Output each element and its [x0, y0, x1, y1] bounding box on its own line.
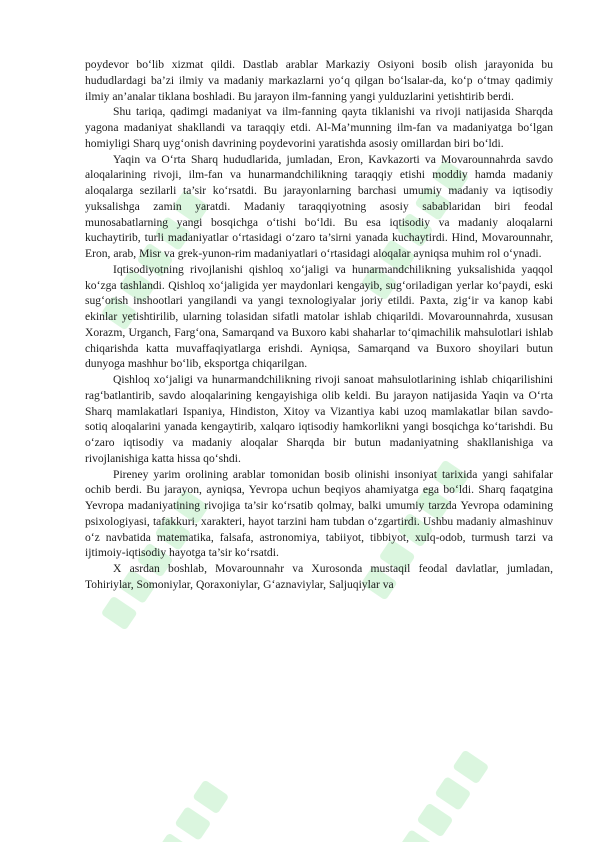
document-body — [85, 57, 553, 593]
paragraph: Yaqin va O‘rta Sharq hududlarida, jumladan, Eron, Kavkazorti va Movarounnahrda savdo aloqalarining rivoji, ilm-fan va hunarmandchilikning taraqqiy etishi moddiy hamda madaniy aloqalarga sezilarli ta’sir ko‘rsatdi. Bu jarayonlarning barchasi umumiy madaniy va iqtisodiy yuksalishga zamin yaratdi. Madaniy taraqqiyotning asosiy sabablaridan biri feodal munosabatlarning yangi bosqichga o‘tishi bo‘ldi. Bu esa iqtisodiy va madaniy aloqalarni kuchaytirib, turli madaniyatlar o‘rtasidagi o‘zaro ta’sirni yanada kuchaytirdi. Hind, Movarounnahr, Eron, arab, Misr va grek-yunon-rim madaniyatlari o‘rtasidagi aloqalar ayniqsa muhim rol o‘ynadi. — [85, 152, 553, 260]
watermark-stamp — [350, 710, 520, 842]
paragraph: poydevor bo‘lib xizmat qildi. Dastlab arablar Markaziy Osiyoni bosib olish jarayonida bu hududlardagi ba’zi ilmiy va madaniy markazlarni yo‘q qilgan bo‘lsalar-da, ko‘p o‘tmay qadimiy ilmiy an’analar tiklana boshladi. Bu jarayon ilm-fanning yangi yulduzlarini yetishtirib berdi. — [85, 58, 553, 103]
paragraph: X asrdan boshlab, Movarounnahr va Xurosonda mustaqil feodal davlatlar, jumladan, Tohiriylar, Somoniylar, Qoraxoniylar, G‘aznaviylar, Saljuqiylar va — [85, 562, 553, 591]
paragraph: Iqtisodiyotning rivojlanishi qishloq xo‘jaligi va hunarmandchilikning yuksalishida yaqqol ko‘zga tashlandi. Qishloq xo‘jaligida yer maydonlari kengayib, sug‘oriladigan yerlar ko‘paydi, eski sug‘orish inshootlari yangilandi va yangi texnologiyalar joriy etildi. Paxta, zig‘ir va kanop kabi ekinlar yetishtirilib, ularning tolasidan sifatli matolar ishlab chiqarildi. Movarounnahrda, xususan Xorazm, Urganch, Farg‘ona, Samarqand va Buxoro kabi shaharlar to‘qimachilik mahsulotlari ishlab chiqarishda katta muvaffaqiyatlarga erishdi. Ayniqsa, Samarqand va Buxoro shoyilari butun dunyoga mashhur bo‘lib, eksportga chiqarilgan. — [85, 262, 553, 371]
paragraph: Shu tariqa, qadimgi madaniyat va ilm-fanning qayta tiklanishi va rivoji natijasida Sharqda yagona madaniyat shakllandi va taraqqiy etdi. Al-Ma’munning ilm-fan va madaniyatga bo‘lgan homiyligi Sharq uyg‘onish davrining poydevorini yaratishda asosiy omillardan biri bo‘ldi. — [85, 105, 553, 150]
paragraph: Pireney yarim orolining arablar tomonidan bosib olinishi insoniyat tarixida yangi sahifalar ochib berdi. Bu jarayon, ayniqsa, Yevropa uchun beqiyos ahamiyatga ega bo‘ldi. Sharq faqatgina Yevropa madaniyatining rivojiga ta’sir ko‘rsatib qolmay, balki umumiy tarzda Yevropa odamining psixologiyasi, tafakkuri, xarakteri, hayot tarzini ham tubdan o‘zgartirdi. Ushbu madaniy almashinuv o‘z navbatida matematika, falsafa, astronomiya, tabiiyot, tibbiyot, xulq-odob, turmush tarzi va ijtimoiy-iqtisodiy hayotga ta’sir ko‘rsatdi. — [85, 467, 553, 560]
watermark-stamp — [90, 740, 260, 842]
paragraph: Qishloq xo‘jaligi va hunarmandchilikning rivoji sanoat mahsulotlarining ishlab chiqarilishini rag‘batlantirib, savdo aloqalarining kengayishiga olib keldi. Bu jarayon natijasida Yaqin va O‘rta Sharq mamlakatlari Ispaniya, Hindiston, Xitoy va Vizantiya kabi uzoq mamlakatlar bilan savdo-sotiq aloqalarini yanada kengaytirib, xalqaro iqtisodiy hamkorlikni yangi bosqichga ko‘tarishdi. Bu o‘zaro iqtisodiy va madaniy aloqalar Sharqda bir butun madaniyatning shakllanishiga va rivojlanishiga katta hissa qo‘shdi. — [85, 373, 553, 465]
